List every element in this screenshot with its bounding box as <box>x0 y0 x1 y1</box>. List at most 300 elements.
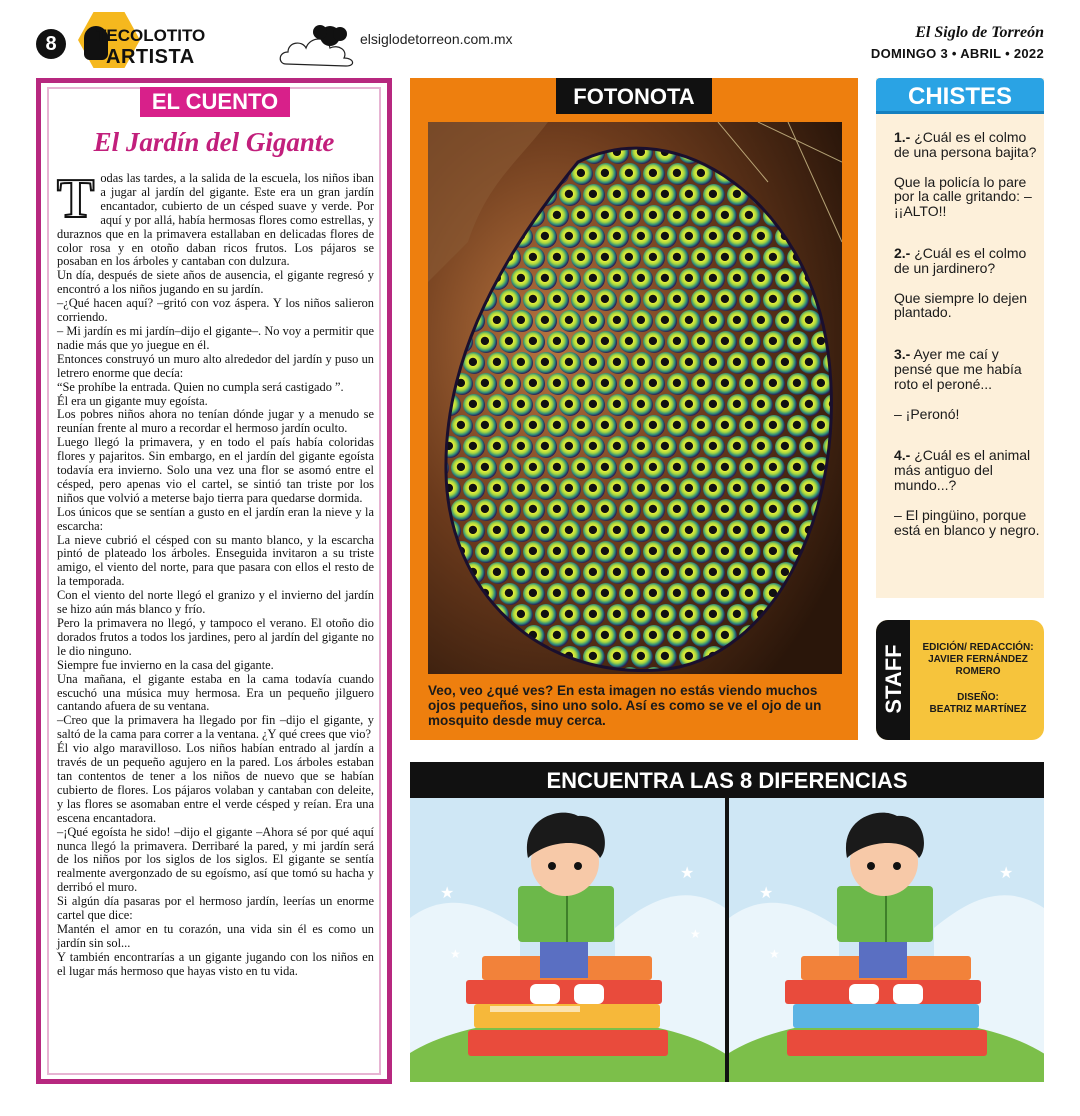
eye-facet <box>715 541 737 563</box>
eye-facet <box>523 541 545 563</box>
eye-facet <box>667 289 689 311</box>
eye-facet <box>559 184 581 206</box>
eye-facet <box>775 394 797 416</box>
eye-facet <box>595 373 617 395</box>
eye-facet <box>547 247 569 269</box>
eye-facet <box>703 394 725 416</box>
eye-facet <box>583 310 605 332</box>
eye-facet <box>499 499 521 521</box>
eye-facet <box>775 520 797 542</box>
story-paragraph: Pero la primavera no llegó, y tampoco el verano. El otoño dio dorados frutos a todos los jardines, pero al jardín del gigante no le dio ninguno. <box>57 616 374 658</box>
differences-title: ENCUENTRA LAS 8 DIFERENCIAS <box>410 762 1044 798</box>
eye-facet <box>643 247 665 269</box>
eye-facet <box>763 415 785 437</box>
eye-facet <box>487 520 509 542</box>
story-paragraph: Y también encontrarías a un gigante jugando con los niños en el lugar más hermoso que hayas visto en tu vida. <box>57 949 374 978</box>
story-paragraph: Con el viento del norte llegó el granizo y el invierno del jardín se hizo aún más blanco y frío. <box>57 588 374 617</box>
eye-facet <box>571 499 593 521</box>
story-paragraph: Luego llegó la primavera, y en todo el país había coloridas flores y pajaritos. Sin embargo, en el jardín del gigante egoísta todavía era invierno. Solo una vez una flor se asomó entre el césped, pero apenas vio el cartel, se sintió tan triste por los niños que volvió a meterse bajo tierra para quedarse dormida. <box>57 435 374 505</box>
eye-facet <box>547 331 569 353</box>
eye-facet <box>571 457 593 479</box>
eye-facet <box>763 373 785 395</box>
eye-facet <box>511 604 533 626</box>
eye-facet <box>535 310 557 332</box>
eye-facet <box>583 226 605 248</box>
eye-facet <box>523 499 545 521</box>
eye-facet <box>547 289 569 311</box>
brand-line-2: ARTISTA <box>106 46 195 68</box>
eye-facet <box>511 562 533 584</box>
eye-facet <box>751 394 773 416</box>
eye-facet <box>571 247 593 269</box>
eye-facet <box>511 310 533 332</box>
eye-facet <box>475 499 497 521</box>
eye-facet <box>643 541 665 563</box>
eye-facet <box>727 604 749 626</box>
fotonota-caption: Veo, veo ¿qué ves? En esta imagen no estás viendo muchos ojos pequeños, sino uno solo. Así es como se ve el ojo de un mosquito desde muy cerca. <box>428 683 822 728</box>
edicion-name: JAVIER FERNÁNDEZ ROMERO <box>928 654 1028 677</box>
eye-facet <box>547 541 569 563</box>
page-number: 8 <box>36 29 66 59</box>
joke-item: 4.- ¿Cuál es el animal más antiguo del mundo...? – El pingüino, porque está en blanco y negro. <box>894 447 1040 538</box>
eye-facet <box>667 205 689 227</box>
issue-date: DOMINGO 3 • ABRIL • 2022 <box>870 46 1044 61</box>
story-paragraph: Él vio algo maravilloso. Los niños habían entrado al jardín a través de un pequeño agujero en la pared. Los árboles estaban tan contentos de tener a los niños de nuevo que se habían cubierto de flores. Los pájaros volaban y cantaban con deleite, y las flores se asomaban entre el verde césped y reían. Era una escena encantadora. <box>57 741 374 825</box>
eye-facet <box>511 520 533 542</box>
eye-facet <box>571 415 593 437</box>
staff-credits <box>914 642 1042 716</box>
eye-facet <box>595 331 617 353</box>
eye-facet <box>607 604 629 626</box>
svg-text:★: ★ <box>450 947 461 961</box>
brand-line-1: TECOLOTITO <box>96 26 206 45</box>
boy-reading-illustration-left <box>410 798 725 1082</box>
eye-facet <box>487 394 509 416</box>
eye-facet <box>547 625 569 647</box>
eye-facet <box>535 520 557 542</box>
eye-facet <box>667 583 689 605</box>
eye-facet <box>559 520 581 542</box>
eye-facet <box>703 310 725 332</box>
story-paragraph: Un día, después de siete años de ausencia, el gigante regresó y encontró a los niños jugando en su jardín. <box>57 268 374 297</box>
eye-facet <box>535 562 557 584</box>
eye-facet <box>763 331 785 353</box>
eye-facet <box>691 625 713 647</box>
differences-image-left[interactable] <box>410 798 725 1082</box>
eye-facet <box>655 436 677 458</box>
eye-facet <box>739 499 761 521</box>
eye-facet <box>619 163 641 185</box>
eye-facet <box>715 247 737 269</box>
eye-facet <box>619 457 641 479</box>
story-paragraph: Una mañana, el gigante estaba en la cama todavía cuando escuchó una música muy hermosa. Era un pequeño jilguero cantando afuera de su ventana. <box>57 671 374 714</box>
eye-facet <box>583 436 605 458</box>
eye-facet <box>715 499 737 521</box>
eye-facet <box>787 457 809 479</box>
mosquito-eye-photo <box>428 122 842 674</box>
eye-facet <box>679 520 701 542</box>
eye-facet <box>799 352 821 374</box>
joke-answer: Que la policía lo pare por la calle gritando: – ¡¡ALTO!! <box>894 173 1032 220</box>
eye-facet <box>475 331 497 353</box>
story-paragraph: –¿Qué hacen aquí? –gritó con voz áspera. Y los niños salieron corriendo. <box>57 296 374 325</box>
eye-facet <box>523 247 545 269</box>
eye-facet <box>727 520 749 542</box>
boy-reading-illustration-right <box>729 798 1044 1082</box>
eye-facet <box>499 289 521 311</box>
story-paragraph: Si algún día pasaras por el hermoso jardín, leerías un enorme cartel que dice: <box>57 894 374 923</box>
eye-facet <box>595 457 617 479</box>
eye-facet <box>559 436 581 458</box>
eye-facet <box>691 499 713 521</box>
eye-facet <box>475 415 497 437</box>
eye-facet <box>583 268 605 290</box>
eye-facet <box>727 394 749 416</box>
eye-facet <box>655 268 677 290</box>
eye-facet <box>511 436 533 458</box>
eye-facet <box>535 226 557 248</box>
eye-facet <box>799 436 821 458</box>
eye-facet <box>595 247 617 269</box>
eye-facet <box>619 373 641 395</box>
eye-facet <box>727 478 749 500</box>
story-paragraph: Él era un gigante muy egoísta. <box>57 393 208 408</box>
eye-facet <box>451 457 473 479</box>
eye-facet <box>739 541 761 563</box>
story-title: El Jardín del Gigante <box>93 127 335 157</box>
joke-item: 3.- Ayer me caí y pensé que me había roto el peroné... – ¡Peronó! <box>894 347 1040 421</box>
eye-facet <box>775 310 797 332</box>
eye-facet <box>475 541 497 563</box>
page-header <box>0 0 1080 80</box>
eye-facet <box>499 415 521 437</box>
eye-facet <box>631 184 653 206</box>
eye-facet <box>559 268 581 290</box>
eye-facet <box>499 583 521 605</box>
eye-facet <box>679 226 701 248</box>
eye-facet <box>703 268 725 290</box>
eye-facet <box>679 604 701 626</box>
eye-facet <box>703 604 725 626</box>
story-paragraph: “Se prohíbe la entrada. Quien no cumpla será castigado ”. <box>57 379 344 394</box>
eye-facet <box>787 289 809 311</box>
eye-facet <box>523 457 545 479</box>
diseno-label: DISEÑO: <box>957 692 999 703</box>
eye-facet <box>607 352 629 374</box>
eye-facet <box>523 331 545 353</box>
eye-facet <box>799 394 821 416</box>
eye-facet <box>751 562 773 584</box>
eye-facet <box>643 583 665 605</box>
eye-facet <box>451 415 473 437</box>
website-link[interactable]: elsiglodetorreon.com.mx <box>360 31 513 47</box>
svg-text:★: ★ <box>680 863 695 882</box>
eye-facet <box>547 415 569 437</box>
story-paragraph: Mantén el amor en tu corazón, una vida sin él es como un jardín sin sol... <box>57 921 374 950</box>
eye-facet <box>643 499 665 521</box>
eye-facet <box>595 289 617 311</box>
differences-image-right[interactable] <box>729 798 1044 1082</box>
eye-facet <box>751 436 773 458</box>
eye-facet <box>775 436 797 458</box>
eye-facet <box>631 562 653 584</box>
eye-facet <box>691 583 713 605</box>
eye-facet <box>487 478 509 500</box>
svg-text:★: ★ <box>440 883 455 902</box>
eye-facet <box>787 331 809 353</box>
eye-facet <box>535 268 557 290</box>
eye-facet <box>571 205 593 227</box>
eye-facet <box>631 226 653 248</box>
svg-text:★: ★ <box>690 927 701 941</box>
eye-facet <box>703 226 725 248</box>
eye-facet <box>667 625 689 647</box>
eye-facet <box>571 373 593 395</box>
eye-facet <box>775 268 797 290</box>
eye-facet <box>487 436 509 458</box>
eye-facet <box>799 310 821 332</box>
eye-facet <box>667 331 689 353</box>
eye-facet <box>739 205 761 227</box>
eye-facet <box>595 625 617 647</box>
eye-facet <box>631 520 653 542</box>
eye-facet <box>631 394 653 416</box>
eye-facet <box>763 247 785 269</box>
eye-facet <box>643 331 665 353</box>
eye-facet <box>631 352 653 374</box>
story-paragraph: Los únicos que se sentían a gusto en el jardín eran la nieve y la escarcha: <box>57 504 374 533</box>
eye-facet <box>643 289 665 311</box>
eye-facet <box>763 289 785 311</box>
eye-facet <box>691 373 713 395</box>
staff-label: STAFF <box>881 644 906 714</box>
eye-facet <box>631 646 653 668</box>
eye-facet <box>763 457 785 479</box>
eye-facet <box>703 520 725 542</box>
fotonota-panel <box>410 78 858 740</box>
eye-facet <box>607 646 629 668</box>
eye-facet <box>511 268 533 290</box>
eye-facet <box>583 352 605 374</box>
eye-facet <box>691 541 713 563</box>
joke-answer: Que siempre lo dejen plantado. <box>894 289 1028 321</box>
eye-facet <box>751 226 773 248</box>
story-paragraph: –¡Qué egoísta he sido! –dijo el gigante –Ahora sé por qué aquí nunca llegó la primavera. Derribaré la pared, y mi jardín será de los niños por los siglos de los siglos. El gigante se sentía realmente avergonzado de su egoísmo, así que tomó su hacha y derribó el muro. <box>57 824 374 895</box>
eye-facet <box>655 310 677 332</box>
eye-facet <box>595 499 617 521</box>
eye-facet <box>559 562 581 584</box>
eye-facet <box>799 478 821 500</box>
eye-facet <box>763 541 785 563</box>
eye-facet <box>559 604 581 626</box>
story-paragraph: Los pobres niños ahora no tenían dónde jugar y a menudo se reunían frente al muro a recordar el hermoso jardín oculto. <box>57 407 374 436</box>
eye-facet <box>679 268 701 290</box>
eye-facet <box>535 478 557 500</box>
eye-facet <box>703 352 725 374</box>
eye-facet <box>619 541 641 563</box>
eye-facet <box>487 352 509 374</box>
eye-facet <box>667 499 689 521</box>
eye-facet <box>751 520 773 542</box>
section-label-cuento: EL CUENTO <box>140 87 290 117</box>
eye-facet <box>547 499 569 521</box>
eye-facet <box>787 499 809 521</box>
story-panel <box>36 78 392 1084</box>
joke-item: 1.- ¿Cuál es el colmo de una persona bajita? Que la policía lo pare por la calle gritando: – ¡¡ALTO!! <box>894 130 1040 219</box>
eye-facet <box>655 604 677 626</box>
eye-facet <box>763 499 785 521</box>
eye-facet <box>751 268 773 290</box>
eye-facet <box>643 415 665 437</box>
eye-facet <box>751 352 773 374</box>
eye-facet <box>655 520 677 542</box>
joke-answer: – El pingüino, porque está en blanco y negro. <box>894 506 1040 538</box>
eye-facet <box>619 331 641 353</box>
eye-facet <box>583 604 605 626</box>
eye-facet <box>523 583 545 605</box>
eye-facet <box>739 583 761 605</box>
eye-facet <box>643 625 665 647</box>
eye-facet <box>739 373 761 395</box>
eye-facet <box>619 625 641 647</box>
eye-facet <box>583 394 605 416</box>
eye-facet <box>727 562 749 584</box>
eye-facet <box>751 310 773 332</box>
eye-facet <box>559 478 581 500</box>
mosquito-eye-illustration <box>428 122 842 674</box>
eye-facet <box>703 562 725 584</box>
eye-facet <box>547 583 569 605</box>
eye-facet <box>499 541 521 563</box>
eye-facet <box>523 415 545 437</box>
eye-facet <box>571 625 593 647</box>
eye-facet <box>667 373 689 395</box>
eye-facet <box>559 226 581 248</box>
eye-facet <box>595 205 617 227</box>
eye-facet <box>727 268 749 290</box>
eye-facet <box>583 478 605 500</box>
eye-facet <box>559 352 581 374</box>
eye-facet <box>595 541 617 563</box>
eye-facet <box>463 478 485 500</box>
eye-facet <box>535 394 557 416</box>
eye-facet <box>583 184 605 206</box>
eye-facet <box>571 289 593 311</box>
chistes-panel <box>876 78 1044 598</box>
eye-facet <box>643 205 665 227</box>
eye-facet <box>463 394 485 416</box>
eye-facet <box>511 478 533 500</box>
eye-facet <box>583 520 605 542</box>
eye-facet <box>655 646 677 668</box>
eye-facet <box>475 457 497 479</box>
eye-facet <box>619 205 641 227</box>
story-paragraph: La nieve cubrió el césped con su manto blanco, y la escarcha pintó de plateado los árboles. Enseguida invitaron a su triste amigo, el viento del norte, para que pasara con ellos el resto de la temporada. <box>57 532 374 589</box>
eye-facet <box>787 373 809 395</box>
story-paragraph: Todas las tardes, a la salida de la escuela, los niños iban a jugar al jardín del gigante. Este era un gran jardín encantador, cubierto de un césped suave y verde. Por aquí y por allá, había hermosas flores como estrellas, y duraznos que en la primavera estallaban en delicadas flores de color rosa y en otoño daban ricos frutos. Los pájaros se posaban en los árboles y cantaban con dulzura. <box>57 168 374 269</box>
eye-facet <box>667 541 689 563</box>
eye-facet <box>523 373 545 395</box>
eye-facet <box>679 478 701 500</box>
eye-facet <box>451 499 473 521</box>
joke-item: 2.- ¿Cuál es el colmo de un jardinero? Que siempre lo dejen plantado. <box>894 246 1040 320</box>
eye-facet <box>715 373 737 395</box>
eye-facet <box>727 226 749 248</box>
eye-facet <box>559 310 581 332</box>
eye-facet <box>619 289 641 311</box>
eye-facet <box>787 415 809 437</box>
eye-facet <box>691 457 713 479</box>
joke-answer: – ¡Peronó! <box>894 405 960 422</box>
eye-facet <box>547 457 569 479</box>
eye-facet <box>667 247 689 269</box>
eye-facet <box>751 478 773 500</box>
eye-facet <box>463 352 485 374</box>
eye-facet <box>631 310 653 332</box>
eye-facet <box>487 310 509 332</box>
eye-facet <box>703 478 725 500</box>
eye-facet <box>655 478 677 500</box>
eye-facet <box>727 436 749 458</box>
eye-facet <box>607 436 629 458</box>
eye-facet <box>739 289 761 311</box>
diseno-name: BEATRIZ MARTÍNEZ <box>929 704 1027 715</box>
eye-facet <box>691 247 713 269</box>
eye-facet <box>463 520 485 542</box>
eye-facet <box>571 583 593 605</box>
eye-facet <box>595 415 617 437</box>
eye-facet <box>535 436 557 458</box>
eye-facet <box>715 457 737 479</box>
eye-facet <box>643 163 665 185</box>
eye-facet <box>607 268 629 290</box>
eye-facet <box>679 562 701 584</box>
svg-text:★: ★ <box>759 883 774 902</box>
eye-facet <box>739 415 761 437</box>
staff-box <box>876 620 1044 740</box>
eye-facet <box>607 184 629 206</box>
eye-facet <box>739 457 761 479</box>
eye-facet <box>535 604 557 626</box>
eye-facet <box>703 436 725 458</box>
story-paragraph: – Mi jardín es mi jardín–dijo el gigante–. No voy a permitir que nadie más que yo juegue en él. <box>57 323 374 352</box>
eye-facet <box>631 436 653 458</box>
eye-facet <box>619 415 641 437</box>
eye-facet <box>559 394 581 416</box>
eye-facet <box>595 163 617 185</box>
cloud-icon <box>276 20 366 72</box>
eye-facet <box>607 562 629 584</box>
eye-facet <box>619 583 641 605</box>
eye-facet <box>583 562 605 584</box>
eye-facet <box>691 205 713 227</box>
staff-tab <box>876 620 910 740</box>
eye-facet <box>643 457 665 479</box>
eye-facet <box>679 184 701 206</box>
eye-facet <box>631 268 653 290</box>
eye-facet <box>643 373 665 395</box>
section-label-fotonota: FOTONOTA <box>556 78 712 114</box>
story-body <box>57 168 374 979</box>
eye-facet <box>475 373 497 395</box>
eye-facet <box>607 520 629 542</box>
eye-facet <box>607 310 629 332</box>
story-paragraph: Entonces construyó un muro alto alrededor del jardín y puso un letrero enorme que decía: <box>57 351 374 380</box>
newspaper-masthead: El Siglo de Torreón <box>915 24 1044 41</box>
eye-facet <box>775 352 797 374</box>
eye-facet <box>547 373 569 395</box>
eye-facet <box>679 352 701 374</box>
